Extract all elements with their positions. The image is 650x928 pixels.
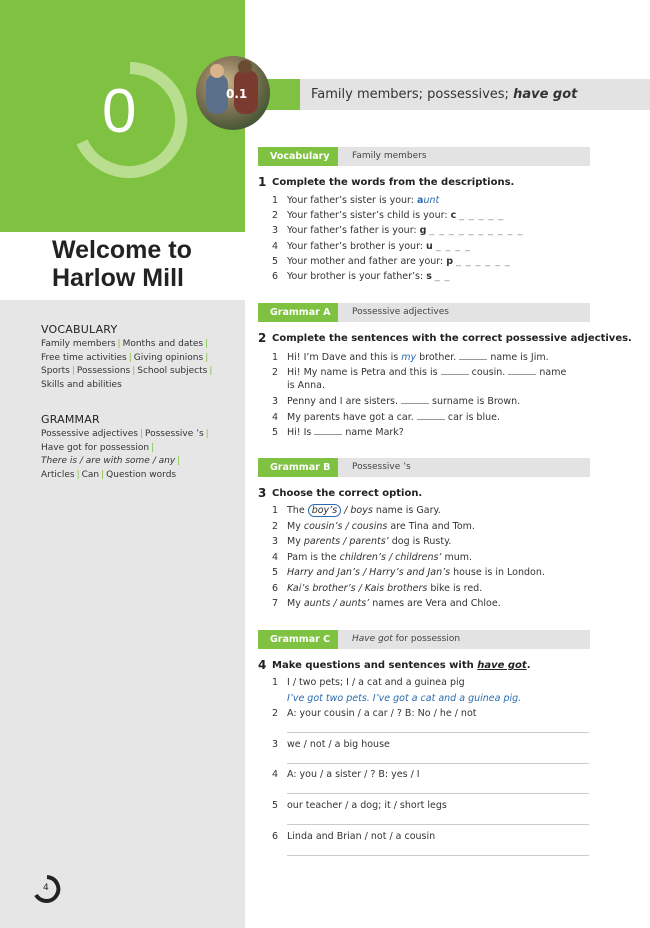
ex3-item: 1 The boy’s / boys name is Gary. [272,505,441,516]
grammar-heading: GRAMMAR [41,413,100,426]
ex2-item: 5 Hi! Is name Mark? [272,427,404,438]
vocab-heading: VOCABULARY [41,323,118,336]
vocab-section-subtitle: Family members [352,151,427,161]
ex1-item: 2 Your father’s sister’s child is your: c _ _ _ _ _ [272,210,505,221]
vocab-section-tab: Vocabulary [258,147,338,166]
exercise-4-instruction: Make questions and sentences with have got. [272,660,531,671]
ex2-item: 3 Penny and I are sisters. surname is Brown. [272,396,521,407]
ex2-item-cont: is Anna. [287,380,325,391]
ex4-item: 6 Linda and Brian / not / a cousin [272,831,436,842]
ex1-item: 3 Your father’s father is your: g _ _ _ _ _ _ _ _ _ _ [272,225,524,236]
page-number: 4 [43,883,49,893]
grammar-a-section-subtitle: Possessive adjectives [352,307,449,317]
ex1-item: 4 Your father’s brother is your: u _ _ _ _ [272,241,471,252]
ex4-item: 5 our teacher / a dog; it / short legs [272,800,447,811]
ex3-item: 5 Harry and Jan’s / Harry’s and Jan’s house is in London. [272,567,545,578]
ex4-item: 4 A: you / a sister / ? B: yes / I [272,769,420,780]
exercise-3-instruction: Choose the correct option. [272,488,423,499]
unit-title: Welcome to Harlow Mill [52,236,192,292]
answer-line [287,855,589,856]
ex2-item: 4 My parents have got a car. car is blue. [272,412,500,423]
ex3-item: 4 Pam is the children’s / childrens’ mum. [272,552,473,563]
answer-line [287,732,589,733]
unit-number: 0 [102,77,137,146]
grammar-c-section-subtitle: Have got for possession [352,634,461,644]
ex3-item: 2 My cousin’s / cousins are Tina and Tom. [272,521,475,532]
ex1-item: 6 Your brother is your father’s: s _ _ [272,271,451,282]
lesson-topic: Family members; possessives; have got [311,87,578,102]
exercise-2-number: 2 [258,331,267,345]
ex3-item: 3 My parents / parents’ dog is Rusty. [272,536,452,547]
ex4-item: 3 we / not / a big house [272,739,390,750]
ex2-item: 2 Hi! My name is Petra and this is cousin. name [272,367,567,378]
ex4-item: 1 I / two pets; I / a cat and a guinea pig [272,677,465,688]
grammar-b-section-subtitle: Possessive ’s [352,462,411,472]
grammar-a-section-tab: Grammar A [258,303,338,322]
exercise-1-number: 1 [258,175,267,189]
answer-line [287,793,589,794]
exercise-1-instruction: Complete the words from the descriptions. [272,177,515,188]
ex3-item: 6 Kai’s brother’s / Kais brothers bike is red. [272,583,483,594]
grammar-b-section-tab: Grammar B [258,458,338,477]
exercise-4-number: 4 [258,658,267,672]
ex3-item: 7 My aunts / aunts’ names are Vera and Chloe. [272,598,501,609]
ex1-item: 5 Your mother and father are your: p _ _ _ _ _ _ [272,256,511,267]
exercise-3-number: 3 [258,486,267,500]
grammar-list: Possessive adjectives | Possessive ’s | Have got for possession | There is / are with some / any | Articles | Can | Question words [41,429,209,480]
ex2-item: 1 Hi! I’m Dave and this is my brother. name is Jim. [272,352,549,363]
sidebar-panel [0,300,245,928]
lesson-number: 0.1 [226,87,248,101]
ex4-answer: I’ve got two pets. I’ve got a cat and a guinea pig. [287,693,522,704]
answer-line [287,763,589,764]
answer-line [287,824,589,825]
vocab-list: Family members | Months and dates | Free time activities | Giving opinions | Sports | Possessions | School subjects | Skills and abilities [41,339,213,390]
ex4-item: 2 A: your cousin / a car / ? B: No / he / not [272,708,477,719]
exercise-2-instruction: Complete the sentences with the correct possessive adjectives. [272,333,632,344]
grammar-c-section-tab: Grammar C [258,630,338,649]
ex1-item: 1 Your father’s sister is your: aunt [272,195,440,206]
